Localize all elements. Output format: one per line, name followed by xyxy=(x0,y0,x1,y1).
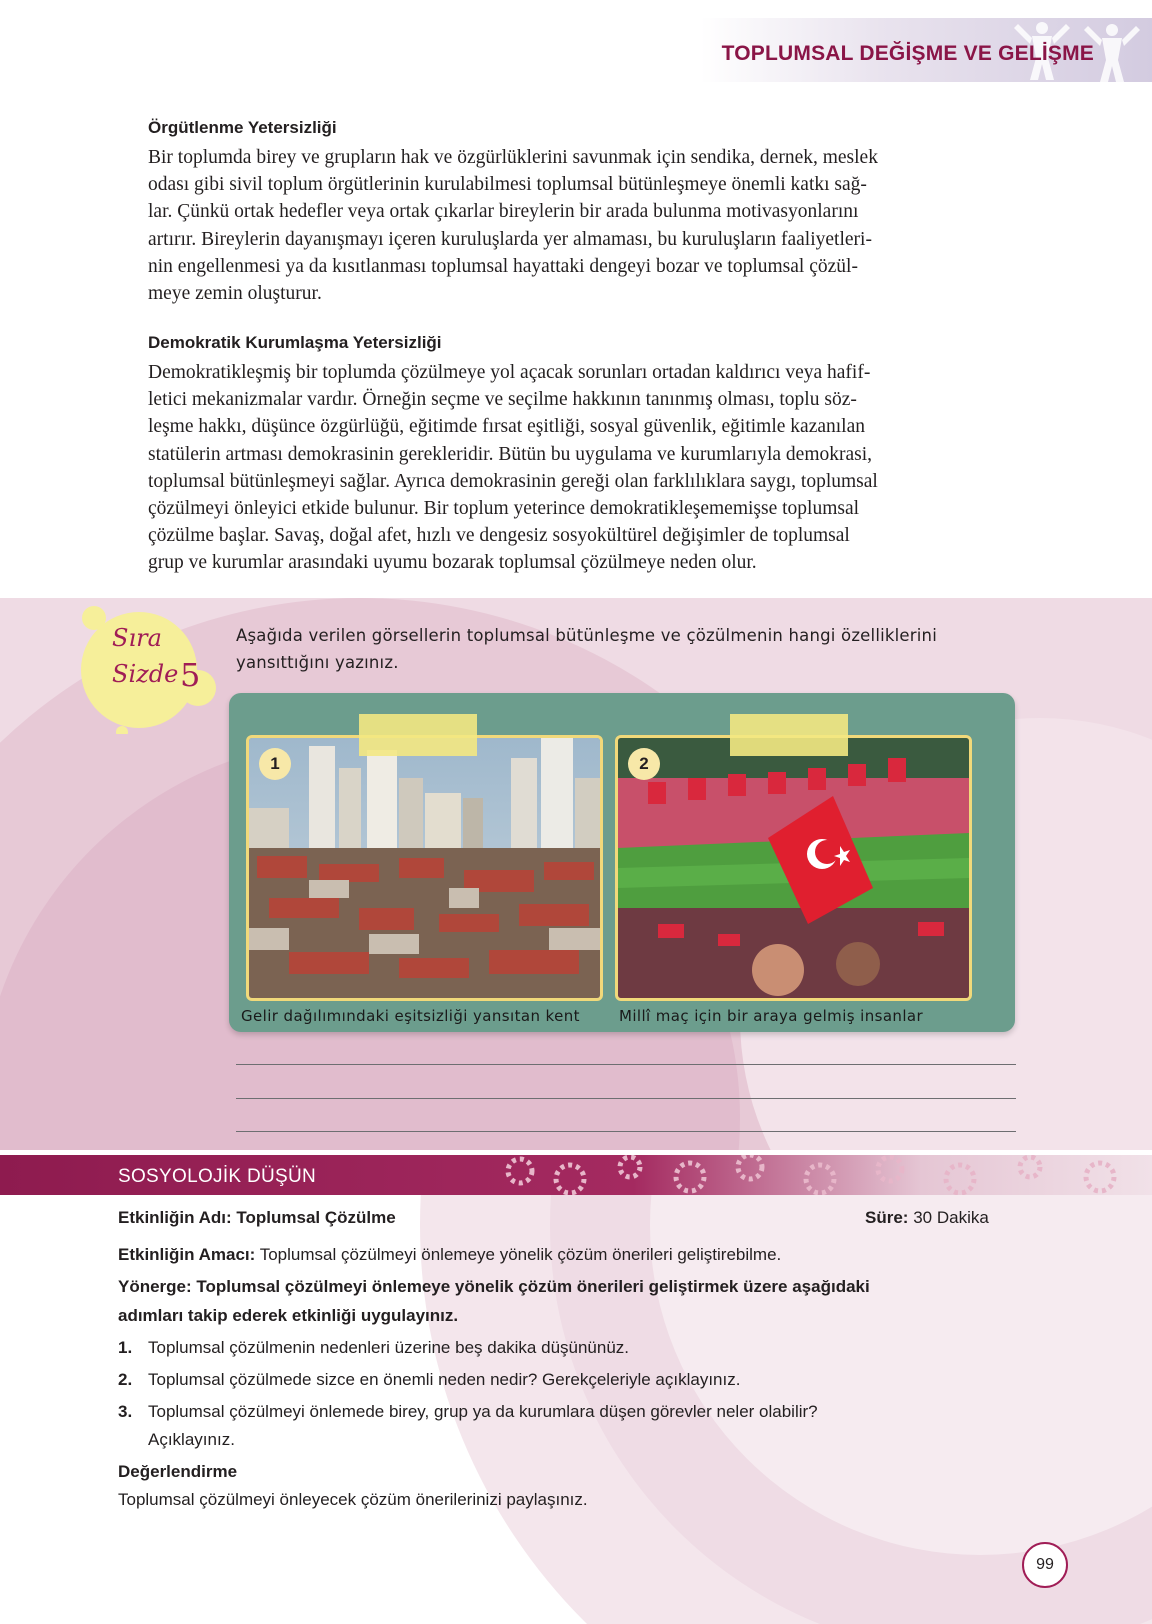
question-line: yansıttığını yazınız. xyxy=(236,653,399,672)
paragraph-line: çözülmeyi önleyici etkide bulunur. Bir toplum yeterince demokratikleşememişse toplumsal xyxy=(148,498,860,520)
section-heading: Örgütlenme Yetersizliği xyxy=(148,118,337,137)
step-number: 2. xyxy=(118,1370,133,1389)
paragraph-line: toplumsal bütünleşmeyi sağlar. Ayrıca demokrasinin gereği olan farklılıklara saygı, toplumsal xyxy=(148,470,878,492)
step-text: Toplumsal çözülmeyi önlemede birey, grup ya da kurumlara düşen görevler neler olabilir? xyxy=(148,1402,818,1421)
evaluation-heading: Değerlendirme xyxy=(118,1462,238,1481)
photo-city xyxy=(246,735,603,1001)
instruction-line: adımları takip ederek etkinliği uygulayınız. xyxy=(118,1306,459,1325)
photo-caption: Millî maç için bir araya gelmiş insanlar xyxy=(619,1007,924,1025)
image-panel xyxy=(229,693,1015,1032)
city-image xyxy=(249,738,600,998)
section-title: SOSYOLOJİK DÜŞÜN xyxy=(118,1166,317,1187)
instruction-line: Yönerge: Toplumsal çözülmeyi önlemeye yönelik çözüm önerileri geliştirmek üzere aşağıdaki xyxy=(118,1277,870,1296)
photo-number: 1 xyxy=(259,748,291,780)
logo-number: 5 xyxy=(180,656,201,694)
paragraph-line: nin engellenmesi ya da kısıtlanması toplumsal hayattaki dengeyi bozar ve toplumsal çözül- xyxy=(148,255,858,277)
step-number: 1. xyxy=(118,1338,133,1357)
sira-question xyxy=(236,622,1016,676)
stadium-image xyxy=(618,738,969,998)
duration-row xyxy=(865,1208,989,1228)
paragraph-line: çözülme başlar. Savaş, doğal afet, hızlı ve dengesiz sosyokültürel değişimler de toplumsal xyxy=(148,525,850,547)
evaluation-text: Toplumsal çözülmeyi önleyecek çözüm önerilerinizi paylaşınız. xyxy=(118,1490,588,1509)
paragraph-line: Demokratikleşmiş bir toplumda çözülmeye yol açacak sorunları ortadan kaldırıcı veya hafif- xyxy=(148,362,871,383)
paragraph-line: meye zemin oluşturur. xyxy=(148,283,322,305)
tape-decoration xyxy=(359,714,477,756)
sira-sizde-logo xyxy=(76,604,226,734)
tape-decoration xyxy=(730,714,848,756)
photo-number: 2 xyxy=(628,748,660,780)
paragraph-line: artırır. Bireylerin dayanışmayı içeren kuruluşlarda yer almaması, bu kuruluşların faaliyetleri- xyxy=(148,228,872,250)
photo-stadium xyxy=(615,735,972,1001)
duration-value: 30 Dakika xyxy=(913,1208,989,1227)
page-header xyxy=(700,18,1152,82)
paragraph-line: Bir toplumda birey ve grupların hak ve özgürlüklerini savunmak için sendika, dernek, meslek xyxy=(148,147,878,168)
answer-line[interactable] xyxy=(236,1064,1016,1065)
paragraph-line: letici mekanizmalar vardır. Örneğin seçme ve seçilme hakkının tanınmış olması, toplu söz- xyxy=(148,389,857,411)
purpose-row xyxy=(118,1245,781,1265)
step-text: Toplumsal çözülmede sizce en önemli neden nedir? Gerekçeleriyle açıklayınız. xyxy=(148,1370,741,1389)
gears-icon xyxy=(500,1155,1150,1195)
logo-line1: Sıra xyxy=(112,624,162,652)
paragraph-line: lar. Çünkü ortak hedefler veya ortak çıkarlar bireylerin bir arada bulunma motivasyonlarını xyxy=(148,201,859,223)
logo-line2: Sizde xyxy=(112,660,179,688)
paragraph-line: statülerin artması demokrasinin gerekleridir. Bütün bu uygulama ve kurumlarıyla demokrasi, xyxy=(148,443,873,465)
step-number: 3. xyxy=(118,1402,133,1421)
section-heading: Demokratik Kurumlaşma Yetersizliği xyxy=(148,333,442,352)
section-orgutlenme xyxy=(148,118,1016,307)
activity-name: Toplumsal Çözülme xyxy=(236,1208,396,1227)
question-line: Aşağıda verilen görsellerin toplumsal bütünleşme ve çözülmenin hangi özelliklerini xyxy=(236,626,937,645)
activity-label: Etkinliğin Adı: xyxy=(118,1208,232,1227)
duration-label: Süre: xyxy=(865,1208,909,1227)
photo-caption: Gelir dağılımındaki eşitsizliği yansıtan kent xyxy=(241,1007,580,1025)
page-number: 99 xyxy=(1022,1542,1068,1588)
purpose-label: Etkinliğin Amacı: xyxy=(118,1245,256,1264)
purpose-text: Toplumsal çözülmeyi önlemeye yönelik çözüm önerileri geliştirebilme. xyxy=(259,1245,782,1264)
step-text: Toplumsal çözülmenin nedenleri üzerine beş dakika düşününüz. xyxy=(148,1338,630,1357)
activity-name-row xyxy=(118,1208,396,1228)
paragraph-line: grup ve kurumlar arasındaki uyumu bozarak toplumsal çözülmeye neden olur. xyxy=(148,552,757,574)
section-demokratik xyxy=(148,333,1016,577)
chapter-title: TOPLUMSAL DEĞİŞME VE GELİŞME xyxy=(721,42,1094,65)
paragraph-line: odası gibi sivil toplum örgütlerinin kurulabilmesi toplumsal bütünleşmeye önemli katkı sağ- xyxy=(148,174,867,196)
paragraph-line: leşme hakkı, düşünce özgürlüğü, eğitimde fırsat eşitliği, sosyal güvenlik, eğitimle kazanılan xyxy=(148,416,865,438)
answer-line[interactable] xyxy=(236,1098,1016,1099)
step-text: Açıklayınız. xyxy=(148,1430,235,1449)
answer-line[interactable] xyxy=(236,1131,1016,1132)
